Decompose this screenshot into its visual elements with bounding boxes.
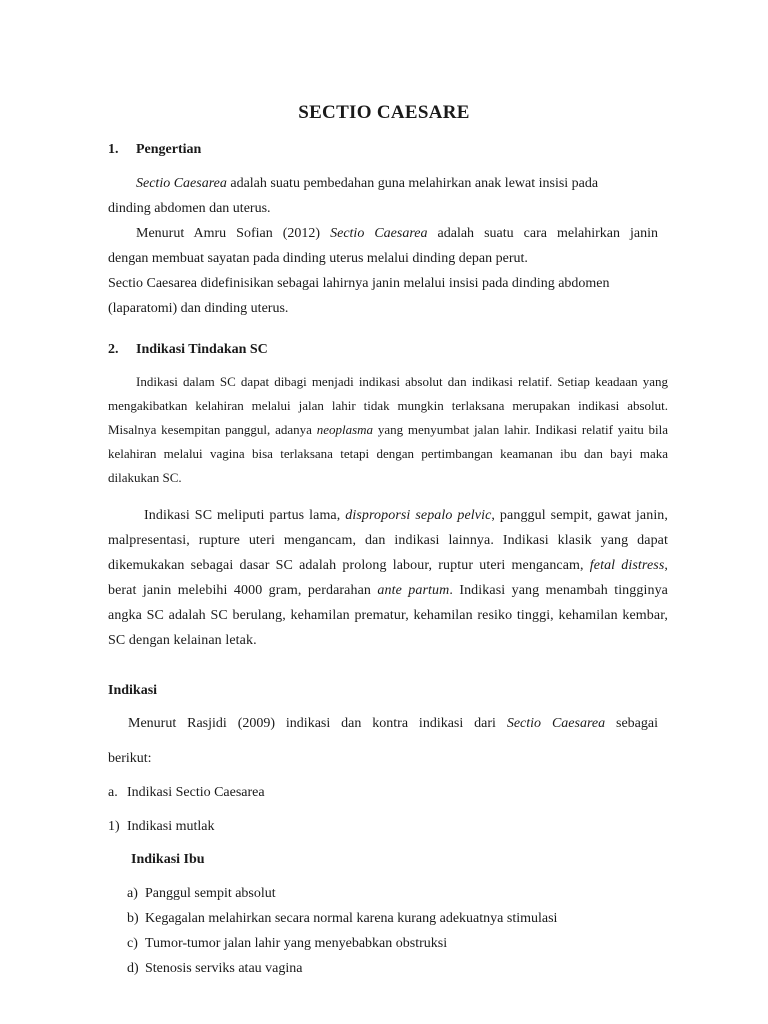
sec1-line-3-b: adalah suatu cara melahirkan janin [427,226,659,241]
list-item-marker: d) [127,961,139,976]
list-a-marker: a. [108,785,118,800]
section-2-heading: Indikasi Tindakan SC [136,342,268,357]
list-item: Panggul sempit absolut [145,886,276,901]
list-item-marker: a) [127,886,138,901]
section-1-number: 1. [108,142,119,157]
list-a-text: Indikasi Sectio Caesarea [127,785,265,800]
indikasi-line-1-a: Menurut Rasjidi (2009) indikasi dan kontra indikasi dari [128,716,507,731]
indikasi-term: Sectio Caesarea [506,716,606,731]
sec1-line-3-a: Menurut Amru Sofian (2012) [136,226,331,241]
sec1-term: Sectio Caesarea [136,176,227,191]
sec2-p2-b: , panggul sempit, gawat janin, malpresentasi, rupture uteri mengancam, dan indikasi lainnya. Indikasi klasik yang dapat dikemukakan sebagai dasar SC adalah prolong labour, ruptur uteri mengancam, [108,508,669,573]
sec2-p2-c: , berat janin melebihi 4000 gram, perdarahan [108,558,668,598]
sec1-line-2: dinding abdomen dan uterus. [108,201,271,216]
sec1-line-4: dengan membuat sayatan pada dinding uterus melalui dinding depan perut. [108,251,528,266]
list-item: Tumor-tumor jalan lahir yang menyebabkan obstruksi [145,936,448,951]
list-1-marker: 1) [108,819,120,834]
indikasi-line-1-b: sebagai [605,716,658,731]
sec1-line-6: (laparatomi) dan dinding uterus. [108,301,289,316]
sec2-p1-a: Indikasi dalam SC dapat dibagi menjadi indikasi absolut dan indikasi relatif. Setiap keadaan yang mengakibatkan kelahiran melalui jalan lahir tidak mungkin terlaksana merupakan indikasi absolut. Misalnya kesempitan panggul, adanya [108,374,668,437]
sec2-p1-term: neoplasma [316,422,374,437]
list-1-text: Indikasi mutlak [127,819,215,834]
sec1-line-3 [136,226,658,242]
list-item-marker: b) [127,911,139,926]
list-item: Stenosis serviks atau vagina [145,961,303,976]
sec1-line-3-term: Sectio Caesarea [330,226,428,241]
list-item-marker: c) [127,936,138,951]
sec2-p2-a: Indikasi SC meliputi partus lama, [144,508,346,523]
sec1-line-1-text: adalah suatu pembedahan guna melahirkan anak lewat insisi pada [226,176,599,191]
sec2-p2-term-1: disproporsi sepalo pelvic [345,508,492,523]
section-2-number: 2. [108,342,119,357]
section-1-heading: Pengertian [136,142,202,157]
indikasi-heading: Indikasi [108,683,158,698]
sec2-p1-b: yang menyumbat jalan lahir. Indikasi relatif yaitu bila kelahiran melalui vagina bisa terlaksana tetapi dengan pertimbangan keamanan ibu dan bayi maka dilakukan SC. [108,422,669,485]
document-title: SECTIO CAESARE [298,102,470,123]
indikasi-line-2: berikut: [108,751,152,766]
sec2-p2-term-3: ante partum [377,583,450,598]
sec1-line-1 [136,176,598,192]
sec2-p2-d: . Indikasi yang menambah tingginya angka SC adalah SC berulang, kehamilan prematur, kehamilan resiko tinggi, kehamilan kembar, SC dengan kelainan letak. [108,583,668,648]
sec2-paragraph-2 [108,503,668,653]
indikasi-ibu-heading: Indikasi Ibu [131,852,205,867]
sec2-p2-term-2: fetal distress [589,558,665,573]
list-item: Kegagalan melahirkan secara normal karena kurang adekuatnya stimulasi [145,911,558,926]
indikasi-line-1 [128,716,658,732]
sec2-paragraph-1 [108,370,668,490]
sec1-line-5: Sectio Caesarea didefinisikan sebagai lahirnya janin melalui insisi pada dinding abdomen [108,276,610,291]
